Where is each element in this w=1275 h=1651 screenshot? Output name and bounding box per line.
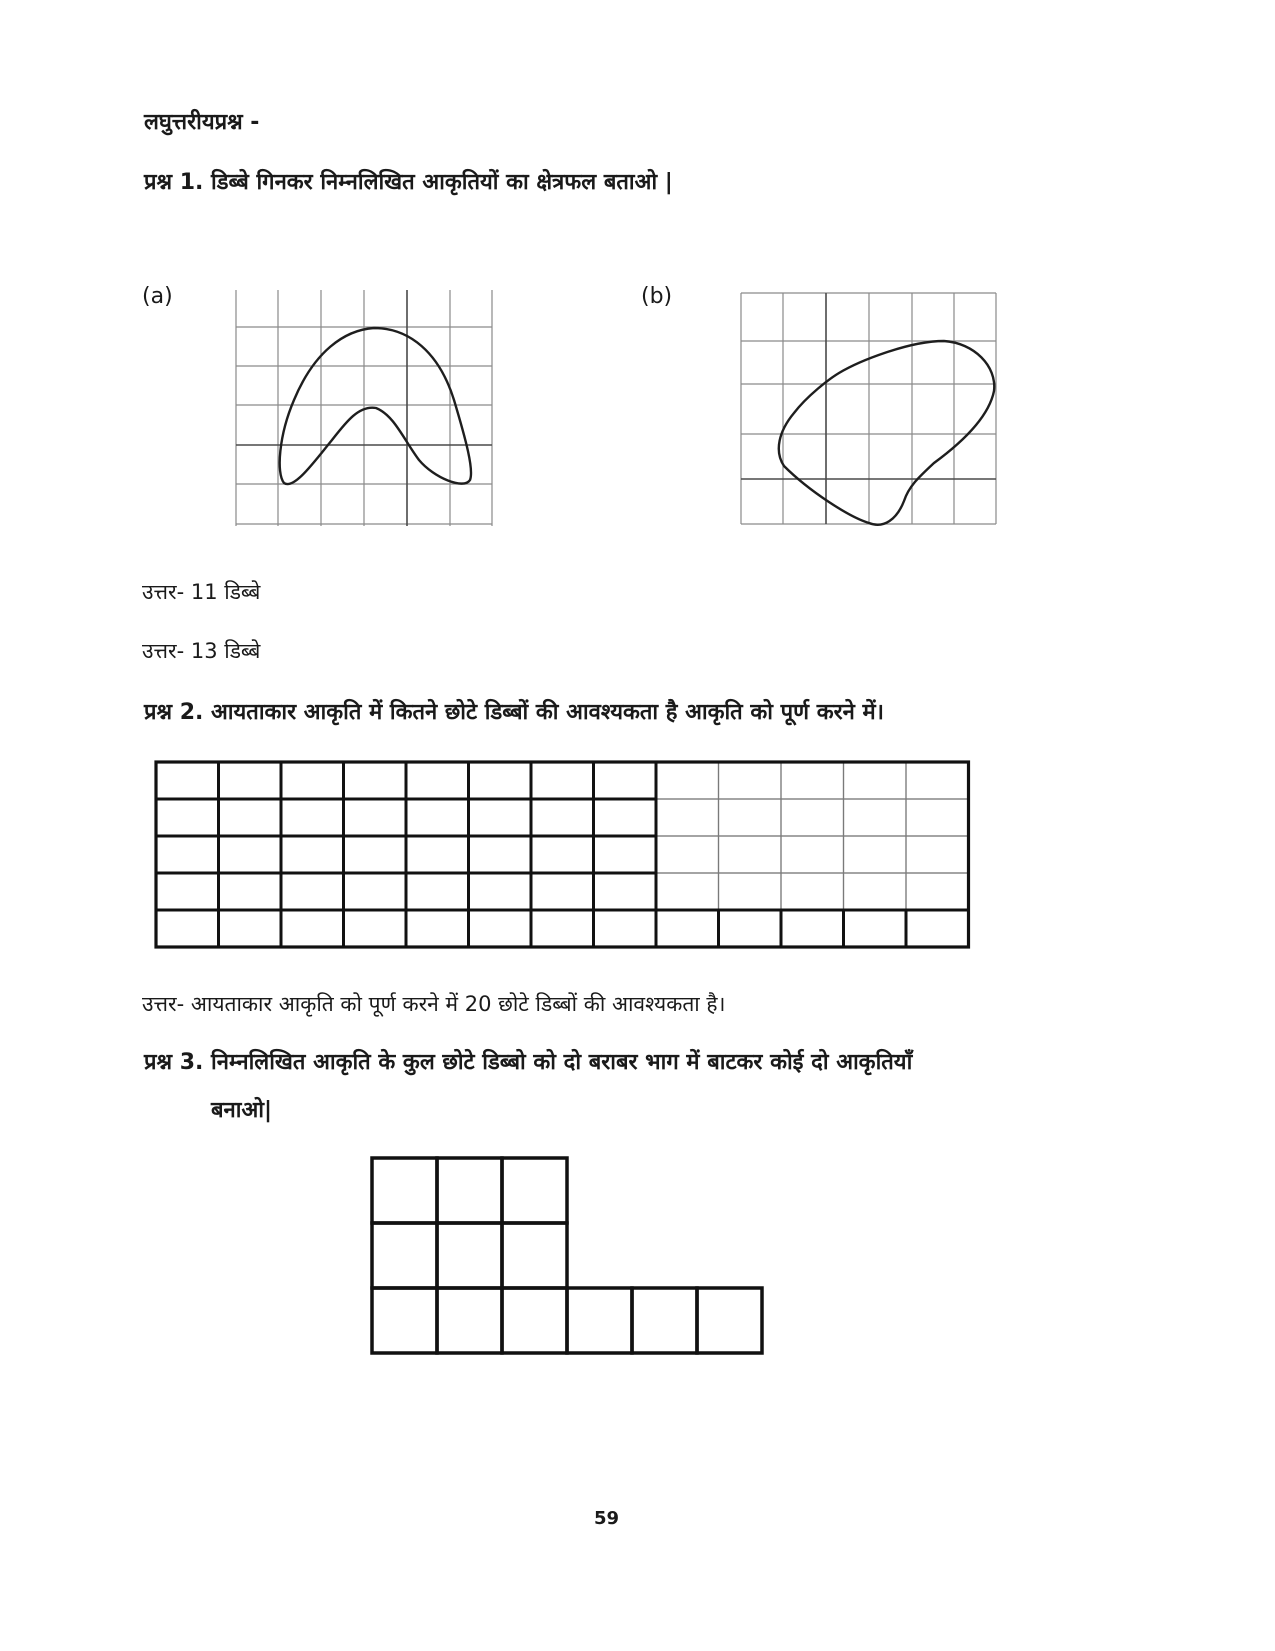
figure-box <box>502 1288 567 1353</box>
figure-box <box>567 1288 632 1353</box>
grid-outline <box>156 762 969 947</box>
grid-box-drawn <box>906 910 969 947</box>
grid-box-drawn <box>281 762 344 799</box>
grid-box-missing <box>656 873 719 910</box>
figure-box <box>502 1223 567 1288</box>
grid-box-missing <box>781 873 844 910</box>
grid-box-drawn <box>156 799 219 836</box>
grid-box-drawn <box>594 836 657 873</box>
figure-box <box>632 1288 697 1353</box>
grid-box-drawn <box>281 873 344 910</box>
grid-box-drawn <box>594 799 657 836</box>
figure-box <box>437 1158 502 1223</box>
answer-1b: उत्तर- 13 डिब्बे <box>142 639 261 663</box>
grid-box-missing <box>906 762 969 799</box>
figure-box <box>697 1288 762 1353</box>
grid-box-missing <box>719 762 782 799</box>
figure-box <box>372 1158 437 1223</box>
grid-box-missing <box>656 762 719 799</box>
grid-box-drawn <box>344 836 407 873</box>
grid-box-drawn <box>219 910 282 947</box>
figure-box <box>372 1288 437 1353</box>
grid-box-drawn <box>531 799 594 836</box>
grid-box-drawn <box>406 762 469 799</box>
grid-box-missing <box>719 873 782 910</box>
grid-box-drawn <box>844 910 907 947</box>
grid-box-drawn <box>406 799 469 836</box>
page-number: 59 <box>594 1508 620 1529</box>
rectangle-grid <box>150 758 975 953</box>
grid-box-drawn <box>594 910 657 947</box>
grid-box-drawn <box>344 910 407 947</box>
question-1-text: प्रश्न 1. डिब्बे गिनकर निम्नलिखित आकृतियों का क्षेत्रफल बताओ | <box>144 170 673 195</box>
figure-box <box>437 1223 502 1288</box>
question-3-text-line-2: बनाओ| <box>211 1098 273 1123</box>
grid-box-drawn <box>469 762 532 799</box>
l-shape-figure <box>368 1154 770 1360</box>
grid-box-drawn <box>531 873 594 910</box>
grid-box-missing <box>844 836 907 873</box>
answer-2: उत्तर- आयताकार आकृति को पूर्ण करने में 20 छोटे डिब्बों की आवश्यकता है। <box>142 992 726 1016</box>
grid-box-drawn <box>719 910 782 947</box>
grid-box-drawn <box>406 836 469 873</box>
grid-box-drawn <box>281 836 344 873</box>
answer-1a: उत्तर- 11 डिब्बे <box>142 580 261 604</box>
grid-box-drawn <box>219 799 282 836</box>
grid-box-drawn <box>531 762 594 799</box>
grid-box-drawn <box>469 873 532 910</box>
grid-box-missing <box>906 799 969 836</box>
grid-box-drawn <box>156 873 219 910</box>
grid-box-drawn <box>219 762 282 799</box>
figure-label-b: (b) <box>641 284 673 309</box>
grid-box-missing <box>719 799 782 836</box>
grid-box-drawn <box>219 836 282 873</box>
section-heading: लघुत्तरीयप्रश्न - <box>144 110 260 135</box>
grid-box-missing <box>906 836 969 873</box>
grid-box-missing <box>656 799 719 836</box>
grid-box-drawn <box>781 910 844 947</box>
grid-box-drawn <box>406 873 469 910</box>
grid-box-drawn <box>156 910 219 947</box>
grid-box-drawn <box>344 873 407 910</box>
grid-box-drawn <box>594 873 657 910</box>
grid-box-missing <box>781 799 844 836</box>
figure-a-shape <box>280 328 471 484</box>
figure-box <box>502 1158 567 1223</box>
grid-box-drawn <box>406 910 469 947</box>
grid-box-missing <box>906 873 969 910</box>
grid-box-drawn <box>281 910 344 947</box>
grid-box-drawn <box>156 762 219 799</box>
grid-box-drawn <box>531 836 594 873</box>
grid-box-missing <box>844 799 907 836</box>
grid-box-drawn <box>469 799 532 836</box>
question-3-text-line-1: प्रश्न 3. निम्नलिखित आकृति के कुल छोटे डिब्बो को दो बराबर भाग में बाटकर कोई दो आकृतियाँ <box>144 1050 913 1075</box>
question-2-text: प्रश्न 2. आयताकार आकृति में कितने छोटे डिब्बों की आवश्यकता है आकृति को पूर्ण करने में। <box>144 700 884 725</box>
grid-box-drawn <box>656 910 719 947</box>
grid-box-missing <box>781 762 844 799</box>
grid-box-missing <box>656 836 719 873</box>
grid-box-drawn <box>344 799 407 836</box>
figure-a-grid <box>234 290 496 528</box>
figure-box <box>372 1223 437 1288</box>
grid-box-missing <box>844 873 907 910</box>
grid-box-missing <box>719 836 782 873</box>
figure-label-a: (a) <box>142 284 173 309</box>
figure-box <box>437 1288 502 1353</box>
grid-box-missing <box>844 762 907 799</box>
grid-box-drawn <box>531 910 594 947</box>
grid-box-drawn <box>156 836 219 873</box>
grid-box-drawn <box>594 762 657 799</box>
figure-b-shape <box>779 341 994 525</box>
grid-box-missing <box>781 836 844 873</box>
grid-box-drawn <box>469 910 532 947</box>
grid-box-drawn <box>219 873 282 910</box>
grid-box-drawn <box>281 799 344 836</box>
grid-box-drawn <box>469 836 532 873</box>
grid-box-drawn <box>344 762 407 799</box>
figure-b-grid <box>739 291 1001 527</box>
